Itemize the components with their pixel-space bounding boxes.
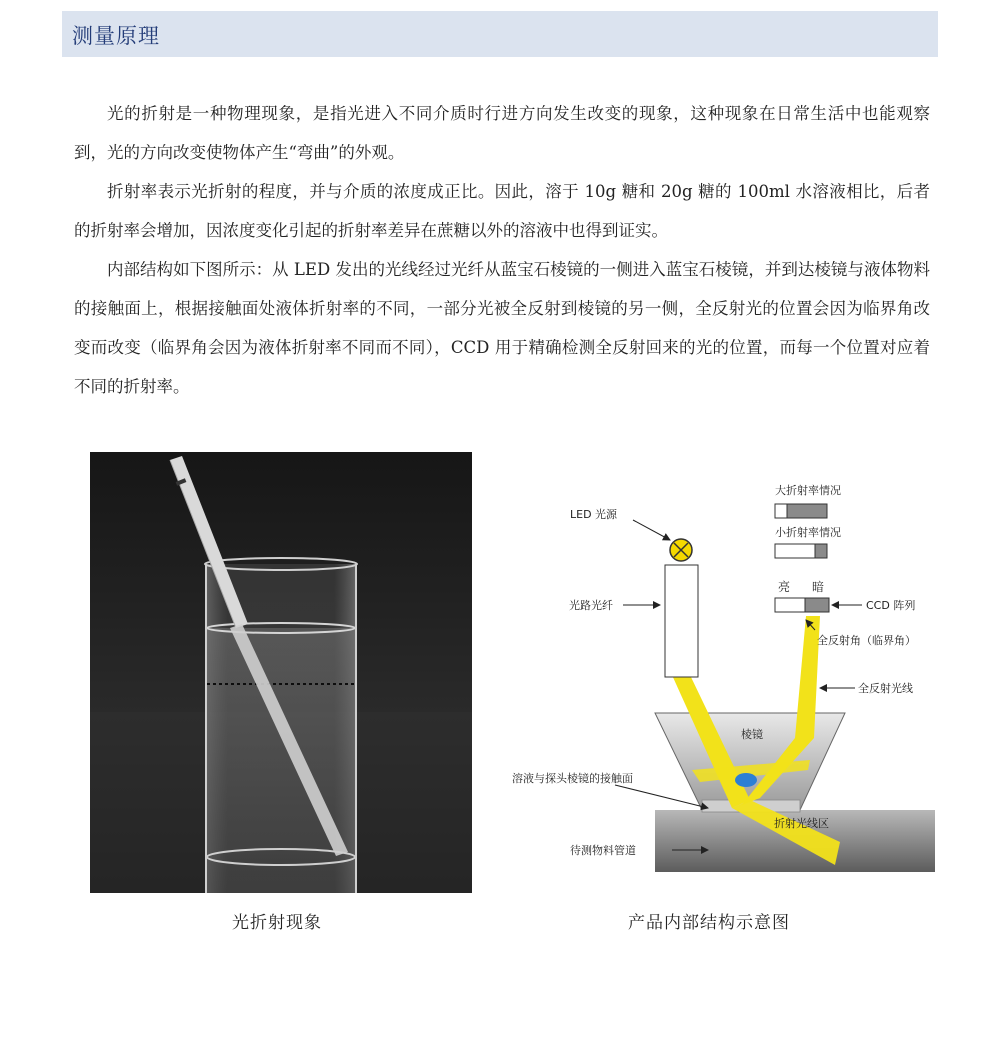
label-dark: 暗 — [812, 580, 825, 594]
refraction-photo — [90, 452, 472, 893]
label-ccd-array: CCD 阵列 — [866, 599, 916, 612]
photo-caption: 光折射现象 — [232, 913, 322, 933]
section-title: 测量原理 — [72, 24, 160, 48]
diagram-caption: 产品内部结构示意图 — [628, 913, 790, 933]
label-prism: 棱镜 — [741, 728, 763, 741]
label-pipe: 待测物料管道 — [570, 844, 636, 857]
label-bright: 亮 — [778, 580, 791, 594]
label-optical-fiber: 光路光纤 — [569, 599, 613, 612]
section-header — [62, 11, 938, 57]
refraction-photo-drawing — [90, 452, 472, 893]
paragraph-refractive-index: 折射率表示光折射的程度，并与介质的浓度成正比。因此，溶于 10g 糖和 20g 糖的 100ml 水溶液相比，后者的折射率会增加，因浓度变化引起的折射率差异在蔗糖以外的溶液中也得到证实。 — [74, 182, 930, 240]
label-small-ri: 小折射率情况 — [775, 526, 841, 539]
label-led-source: LED 光源 — [570, 508, 618, 521]
water — [207, 628, 355, 893]
ccd-dark — [805, 598, 829, 612]
ccd-bright — [775, 598, 805, 612]
label-large-ri: 大折射率情况 — [775, 484, 841, 497]
label-interface: 溶液与探头棱镜的接触面 — [512, 772, 633, 785]
body-text — [74, 94, 930, 406]
optical-fiber — [665, 565, 698, 677]
label-refracted-zone: 折射光线区 — [774, 817, 829, 830]
label-reflected-ray: 全反射光线 — [858, 682, 913, 695]
label-critical-angle: 全反射角（临界角） — [817, 634, 916, 647]
interface-dot — [735, 773, 757, 787]
paragraph-refraction: 光的折射是一种物理现象，是指光进入不同介质时行进方向发生改变的现象，这种现象在日常生活中也能观察到，光的方向改变使物体产生“弯曲”的外观。 — [74, 104, 930, 162]
structure-diagram — [510, 470, 950, 890]
paragraph-structure: 内部结构如下图所示：从 LED 发出的光线经过光纤从蓝宝石棱镜的一侧进入蓝宝石棱镜，并到达棱镜与液体物料的接触面上，根据接触面处液体折射率的不同，一部分光被全反射到棱镜的另一侧，全反射光的位置会因为临界角改变而改变（临界角会因为液体折射率不同而不同），CCD 用于精确检测全反射回来的光的位置，而每一个位置对应着不同的折射率。 — [74, 260, 930, 396]
structure-diagram-drawing — [510, 470, 950, 890]
